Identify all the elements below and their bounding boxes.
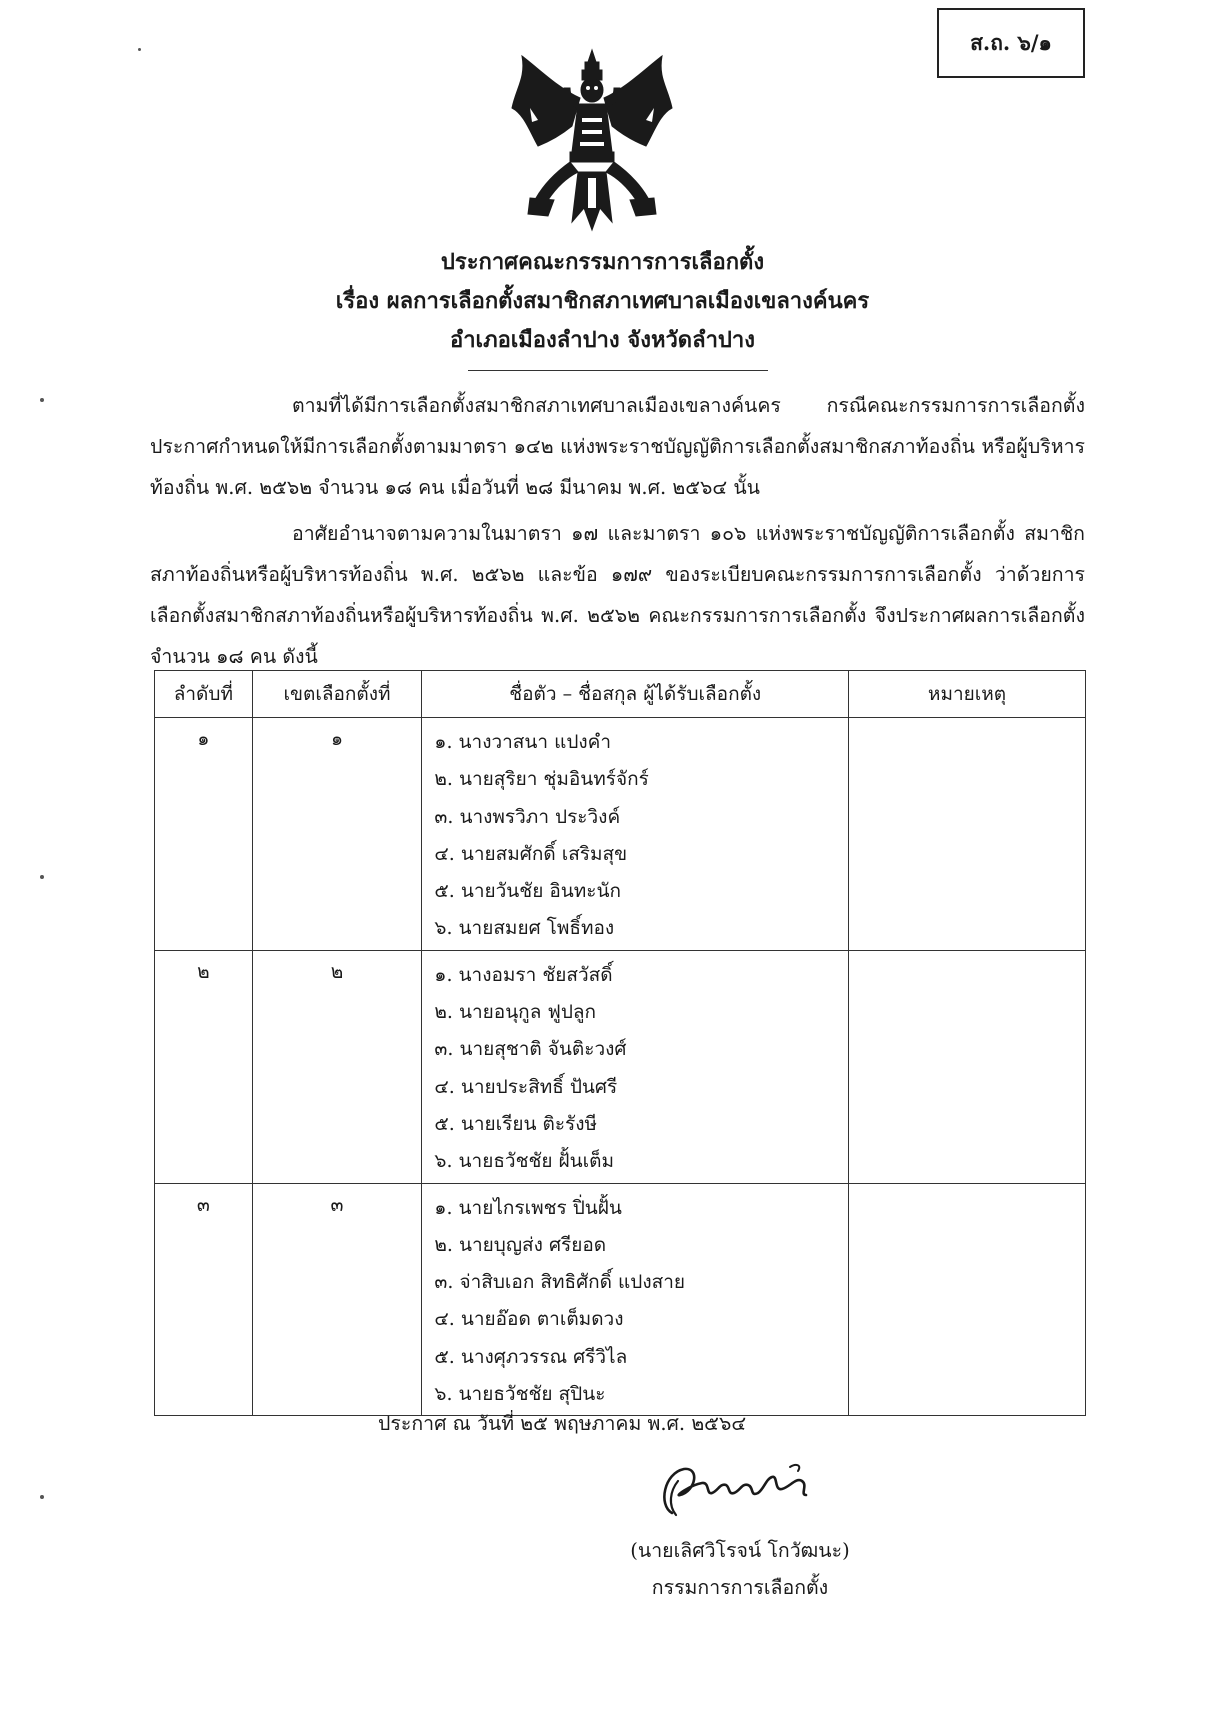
row-district: ๒ bbox=[252, 950, 422, 1183]
candidate-name: ๔. นายสมศักดิ์ เสริมสุข bbox=[434, 842, 628, 865]
signer-title: กรรมการการเลือกตั้ง bbox=[651, 1576, 829, 1599]
candidate-name: ๒. นายบุญส่ง ศรียอด bbox=[434, 1233, 607, 1256]
row-names bbox=[422, 718, 849, 951]
election-results-table bbox=[154, 670, 1086, 1416]
row-district: ๑ bbox=[252, 718, 422, 951]
candidate-name: ๕. นายเรียน ติะรังษี bbox=[434, 1112, 598, 1135]
candidate-name: ๔. นายอ๊อด ตาเต็มดวง bbox=[434, 1308, 624, 1331]
candidate-name: ๒. นายอนุกูล ฟูปลูก bbox=[434, 1001, 597, 1024]
table-header-row bbox=[155, 671, 1086, 718]
row-district: ๓ bbox=[252, 1183, 422, 1416]
table-row bbox=[155, 1183, 1086, 1416]
body-paragraph-2-text: อาศัยอำนาจตามความในมาตรา ๑๗ และมาตรา ๑๐๖ แห่งพระราชบัญญัติการเลือกตั้ง สมาชิกสภาท้องถิ่นหรือผู้บริหารท้องถิ่น พ.ศ. ๒๕๖๒ และข้อ ๑๗๙ ของระเบียบคณะกรรมการการเลือกตั้ง ว่าด้วยการเลือกตั้งสมาชิกสภาท้องถิ่นหรือผู้บริหารท้องถิ่น พ.ศ. ๒๕๖๒ คณะกรรมการการเลือกตั้ง จึงประกาศผลการเลือกตั้ง จำนวน ๑๘ คน ดังนี้ bbox=[150, 522, 1085, 668]
body-paragraph-2 bbox=[150, 513, 1085, 677]
row-names bbox=[422, 950, 849, 1183]
row-note bbox=[849, 718, 1086, 951]
body-paragraph-1 bbox=[150, 385, 1085, 508]
row-order: ๑ bbox=[155, 718, 253, 951]
form-code-box: ส.ถ. ๖/๑ bbox=[937, 8, 1085, 78]
heading-line-3: อำเภอเมืองลำปาง จังหวัดลำปาง bbox=[449, 327, 755, 353]
table-row bbox=[155, 950, 1086, 1183]
scan-speck bbox=[40, 398, 44, 402]
candidate-name: ๓. นางพรวิภา ประวิงค์ bbox=[434, 805, 621, 828]
garuda-emblem-icon bbox=[508, 48, 676, 232]
row-order: ๒ bbox=[155, 950, 253, 1183]
row-note bbox=[849, 950, 1086, 1183]
candidate-name: ๕. นายวันชัย อินทะนัก bbox=[434, 880, 621, 903]
header-district: เขตเลือกตั้งที่ bbox=[252, 671, 422, 718]
signer-name: (นายเลิศวิโรจน์ โกวัฒนะ) bbox=[630, 1539, 850, 1562]
row-names bbox=[422, 1183, 849, 1416]
header-names: ชื่อตัว – ชื่อสกุล ผู้ได้รับเลือกตั้ง bbox=[422, 671, 849, 718]
heading-line-2: เรื่อง ผลการเลือกตั้งสมาชิกสภาเทศบาลเมืองเขลางค์นคร bbox=[335, 288, 870, 314]
body-paragraph-1-text: ตามที่ได้มีการเลือกตั้งสมาชิกสภาเทศบาลเมืองเขลางค์นคร กรณีคณะกรรมการการเลือกตั้ง ประกาศกำหนดให้มีการเลือกตั้งตามมาตรา ๑๔๒ แห่งพระราชบัญญัติการเลือกตั้งสมาชิกสภาท้องถิ่น หรือผู้บริหารท้องถิ่น พ.ศ. ๒๕๖๒ จำนวน ๑๘ คน เมื่อวันที่ ๒๘ มีนาคม พ.ศ. ๒๕๖๔ นั้น bbox=[150, 394, 1085, 499]
candidate-name: ๑. นายไกรเพชร ปิ่นฝั้น bbox=[434, 1196, 622, 1219]
candidate-name: ๓. จ่าสิบเอก สิทธิศักดิ์ แปงสาย bbox=[434, 1271, 686, 1294]
header-order: ลำดับที่ bbox=[155, 671, 253, 718]
candidate-name: ๓. นายสุชาติ จันติะวงศ์ bbox=[434, 1038, 627, 1061]
row-order: ๓ bbox=[155, 1183, 253, 1416]
announce-date: ประกาศ ณ วันที่ ๒๕ พฤษภาคม พ.ศ. ๒๕๖๔ bbox=[378, 1412, 747, 1435]
heading-line-1: ประกาศคณะกรรมการการเลือกตั้ง bbox=[440, 249, 765, 275]
row-note bbox=[849, 1183, 1086, 1416]
table-row bbox=[155, 718, 1086, 951]
scan-speck bbox=[40, 1495, 44, 1499]
scan-speck bbox=[138, 48, 141, 51]
candidate-name: ๑. นางอมรา ชัยสวัสดิ์ bbox=[434, 963, 613, 986]
scan-speck bbox=[40, 875, 44, 879]
header-note: หมายเหตุ bbox=[849, 671, 1086, 718]
heading-divider bbox=[468, 370, 768, 371]
candidate-name: ๒. นายสุริยา ชุ่มอินทร์จักร์ bbox=[434, 768, 649, 791]
candidate-name: ๖. นายธวัชชัย ฝั้นเต็ม bbox=[434, 1150, 615, 1173]
signature-icon bbox=[650, 1455, 820, 1525]
candidate-name: ๑. นางวาสนา แปงคำ bbox=[434, 731, 612, 753]
candidate-name: ๖. นายธวัชชัย สุปินะ bbox=[434, 1383, 606, 1406]
candidate-name: ๔. นายประสิทธิ์ ปันศรี bbox=[434, 1075, 618, 1098]
candidate-name: ๕. นางศุภวรรณ ศรีวิไล bbox=[434, 1345, 628, 1368]
candidate-name: ๖. นายสมยศ โพธิ์ทอง bbox=[434, 917, 615, 940]
